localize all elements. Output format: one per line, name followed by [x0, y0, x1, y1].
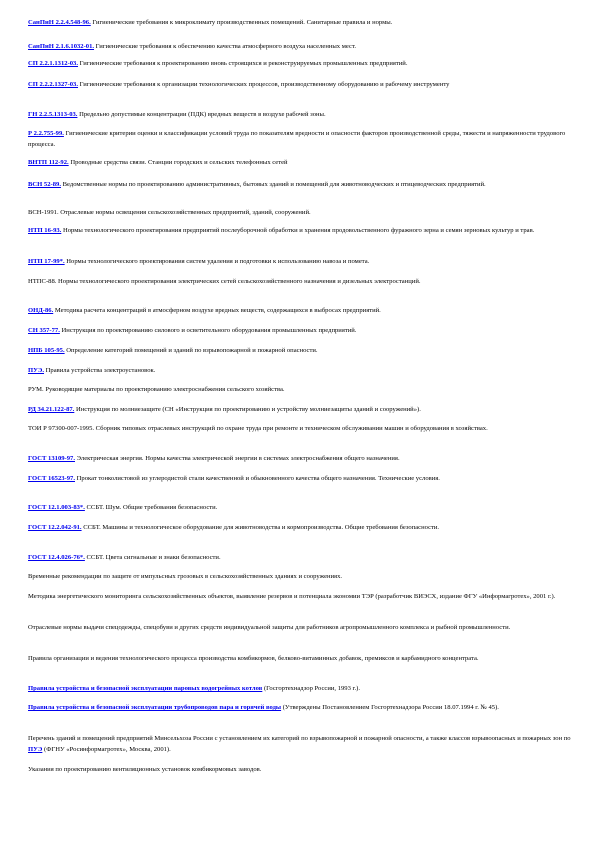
- reference-text: Проводные средства связи. Станции городских и сельских телефонных сетей: [68, 159, 288, 166]
- reference-item: [28, 553, 572, 564]
- reference-item: [28, 257, 572, 268]
- reference-text: Временные рекомендации по защите от импульсных грозовых в сельскохозяйственных зданиях и сооружениях.: [28, 573, 343, 580]
- reference-link[interactable]: Р 2.2.755-99.: [28, 130, 64, 137]
- reference-link[interactable]: НПБ 105-95.: [28, 347, 65, 354]
- reference-text: Инструкция по молниезащите (СН «Инструкция по проектированию и устройству молниезащиты зданий и сооружений»).: [74, 406, 421, 413]
- reference-link[interactable]: СанПиН 2.2.4.548-96.: [28, 19, 91, 26]
- reference-link[interactable]: СанПиН 2.1.6.1032-01.: [28, 43, 95, 50]
- reference-item: [28, 703, 572, 714]
- reference-item: [28, 277, 572, 288]
- reference-text: Инструкция по проектированию силового и осветительного оборудования промышленных предприятий.: [59, 327, 357, 334]
- reference-link[interactable]: РД 34.21.122-87.: [28, 406, 75, 413]
- reference-text: ССБТ. Шум. Общие требования безопасности.: [84, 504, 218, 511]
- reference-item: [28, 326, 572, 337]
- reference-text: Электрическая энергия. Нормы качества электрической энергии в системах электроснабжения общего назначения.: [74, 455, 400, 462]
- reference-item: [28, 180, 572, 191]
- reference-item: [28, 346, 572, 357]
- reference-item: [28, 474, 572, 485]
- reference-item: [28, 654, 572, 665]
- reference-link[interactable]: ВСН 52-89.: [28, 181, 61, 188]
- reference-link[interactable]: СП 2.2.1.1312-03.: [28, 60, 79, 67]
- reference-text: (Утверждены Постановлением Госгортехнадзора России 18.07.1994 г. № 45).: [281, 704, 499, 711]
- reference-item: [28, 572, 572, 583]
- reference-text: ССБТ. Машины и технологическое оборудование для животноводства и кормопроизводства. Общие требования безопасности.: [81, 524, 440, 531]
- reference-text: Ведомственные нормы по проектированию административных, бытовых зданий и помещений для животноводческих и птицеводческих предприятий.: [60, 181, 486, 188]
- reference-text: (Госгортехнадзор России, 1993 г.).: [262, 685, 361, 692]
- reference-item: [28, 684, 572, 695]
- reference-item: [28, 765, 572, 776]
- reference-text: Прокат тонколистовой из углеродистой стали качественной и обыкновенного качества общего назначения. Технические условия.: [74, 475, 440, 482]
- reference-text: Методика энергетического мониторинга сельскохозяйственных объектов, выявление резервов и потенциала экономии ТЭР (разработчик ВИЭСХ, издание ФГУ «Информагротех», 2001 г.).: [28, 593, 556, 600]
- reference-link[interactable]: НТП 16-93.: [28, 227, 62, 234]
- reference-text: Гигиенические требования к проектированию вновь строящихся и реконструируемых промышленных предприятий.: [78, 60, 408, 67]
- reference-text: Гигиенические критерии оценки и классификации условий труда по показателям вредности и опасности факторов производственной среды, тяжести и напряженности трудового процесса.: [28, 130, 566, 148]
- reference-text: НТПС-88. Нормы технологического проектирования электрических сетей сельскохозяйственного назначения и дизельных электростанций.: [28, 278, 421, 285]
- reference-item: [28, 226, 572, 237]
- reference-item: [28, 734, 572, 755]
- reference-text: Отраслевые нормы выдачи спецодежды, спецобуви и других средств индивидуальной защиты для работников агропромышленного комплекса и рыбной промышленности.: [28, 624, 511, 631]
- reference-item: [28, 129, 572, 150]
- reference-item: [28, 523, 572, 534]
- reference-link[interactable]: ГОСТ 16523-97.: [28, 475, 75, 482]
- reference-item: [28, 80, 572, 91]
- reference-item: [28, 158, 572, 169]
- reference-text: Перечень зданий и помещений предприятий Минсельхоза России с установлением их категорий по взрывопожарной и пожарной опасности, а также классов взрывоопасных и пожарных зон по: [28, 735, 571, 742]
- reference-text: Определение категорий помещений и зданий по взрывопожарной и пожарной опасности.: [64, 347, 318, 354]
- reference-text: ВСН-1991. Отраслевые нормы освещения сельскохозяйственных предприятий, зданий, сооружений.: [28, 209, 311, 216]
- reference-text: Нормы технологического проектирования предприятий послеуборочной обработки и хранения продовольственного фуражного зерна и семян зерновых культур и трав.: [61, 227, 535, 234]
- reference-text: Указания по проектированию вентиляционных установок комбикормовых заводов.: [28, 766, 262, 773]
- reference-item: [28, 623, 572, 634]
- reference-item: [28, 110, 572, 121]
- reference-text: Правила устройства электроустановок.: [44, 367, 156, 374]
- reference-link[interactable]: ГОСТ 13109-97.: [28, 455, 75, 462]
- reference-link[interactable]: НТП 17-99*.: [28, 258, 65, 265]
- reference-link[interactable]: Правила устройства и безопасной эксплуатации трубопроводов пара и горячей воды: [28, 704, 282, 711]
- reference-link[interactable]: Правила устройства и безопасной эксплуатации паровых водогрейных котлов: [28, 685, 263, 692]
- reference-text: РУМ. Руководящие материалы по проектированию электроснабжения сельского хозяйства.: [28, 386, 285, 393]
- reference-text: Гигиенические требования к микроклимату производственных помещений. Санитарные правила и нормы.: [90, 19, 393, 26]
- reference-link[interactable]: ГОСТ 12.2.042-91.: [28, 524, 82, 531]
- reference-item: [28, 18, 572, 29]
- reference-text: (ФГНУ «Росинформагротех», Москва, 2001).: [42, 745, 171, 753]
- reference-link[interactable]: СП 2.2.2.1327-03.: [28, 81, 79, 88]
- reference-item: [28, 306, 572, 317]
- reference-link[interactable]: ГОСТ 12.1.003-83*.: [28, 504, 85, 511]
- reference-item: [28, 503, 572, 514]
- reference-item: [28, 592, 572, 603]
- reference-text: ССБТ. Цвета сигнальные и знаки безопасности.: [84, 554, 221, 561]
- reference-item: [28, 42, 572, 53]
- reference-text: Нормы технологического проектирования систем удаления и подготовки к использованию навоза и помета.: [64, 258, 370, 265]
- reference-text: Гигиенические требования к организации технологических процессов, производственному оборудованию и рабочему инструменту: [78, 81, 450, 88]
- reference-link[interactable]: ГН 2.2.5.1313-03.: [28, 111, 78, 118]
- reference-item: [28, 405, 572, 416]
- reference-item: [28, 454, 572, 465]
- reference-item: [28, 59, 572, 70]
- reference-link[interactable]: ВНТП 112-92.: [28, 159, 69, 166]
- reference-text: Правила организации и ведения технологического процесса производства комбикормов, белково-витаминных добавок, премиксов и карбамидного концентрата.: [28, 655, 479, 662]
- reference-link[interactable]: ГОСТ 12.4.026-76*.: [28, 554, 85, 561]
- reference-item: [28, 208, 572, 219]
- reference-item: [28, 424, 572, 435]
- reference-item: [28, 366, 572, 377]
- reference-link[interactable]: ПУЭ.: [28, 367, 45, 374]
- reference-link[interactable]: ОНД-86.: [28, 307, 54, 314]
- reference-text: ТОИ Р 97300-007-1995. Сборник типовых отраслевых инструкций по охране труда при ремонте и техническом обслуживании машин и оборудования в хозяйствах.: [28, 425, 488, 432]
- reference-link[interactable]: СН 357-77.: [28, 327, 60, 334]
- reference-link[interactable]: ПУЭ: [28, 745, 43, 753]
- reference-text: Методика расчета концентраций в атмосферном воздухе вредных веществ, содержащихся в выбросах предприятий.: [53, 307, 381, 314]
- reference-text: Предельно допустимые концентрации (ПДК) вредных веществ в воздухе рабочей зоны.: [77, 111, 326, 118]
- reference-text: Гигиенические требования к обеспечению качества атмосферного воздуха населенных мест.: [94, 43, 356, 50]
- reference-item: [28, 385, 572, 396]
